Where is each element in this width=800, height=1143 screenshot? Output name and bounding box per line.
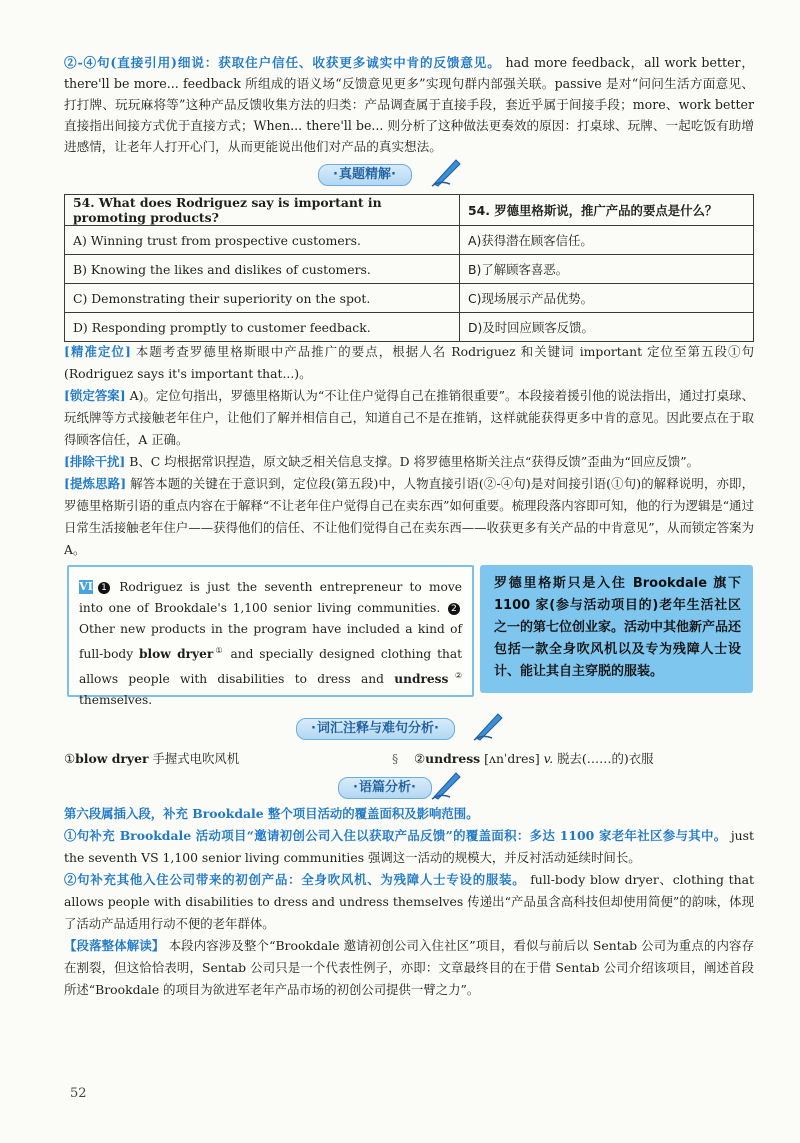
- vocab-def-2: 脱去(……的)衣服: [557, 751, 654, 766]
- option-c-en: C) Demonstrating their superiority on the spot.: [65, 284, 460, 313]
- footnote-1: ①: [213, 646, 225, 655]
- term-blow-dryer: blow dryer: [139, 647, 214, 662]
- vocab-item-1: [64, 748, 239, 770]
- pen-icon: [430, 156, 464, 188]
- table-row: [65, 313, 754, 342]
- discourse-s2: [64, 869, 754, 935]
- passage-sentence-1: Rodriguez is just the seventh entrepreneur to move into one of Brookdale's 1,100 senior living communities.: [79, 580, 462, 615]
- option-d-en: D) Responding promptly to customer feedback.: [65, 313, 460, 342]
- table-row: [65, 255, 754, 284]
- intro-head: ②-④句(直接引用)细说：获取住户信任、收获更多诚实中肯的反馈意见。: [64, 55, 501, 70]
- translation-box: [480, 565, 753, 693]
- discourse-s1-body: just the seventh VS 1,100 senior living communities 强调这一活动的规模大，并反衬活动延续时间长。: [64, 828, 754, 865]
- question-table: [64, 194, 754, 342]
- footnote-2: ②: [448, 671, 463, 681]
- passage-sentence-2a: Other new products in the program have included a kind of full-body: [79, 622, 462, 662]
- discourse-s2-body: full-body blow dryer、clothing that allows people with disabilities to dress and undress themselves 传递出“产品虽含高科技但却使用简便”的韵味，体现了活动产品适用行动不便的老年群体。: [64, 872, 754, 931]
- intro-paragraph: [64, 52, 754, 157]
- question-en: 54. What does Rodriguez say is important in promoting products?: [65, 195, 460, 226]
- translation-text: 罗德里格斯只是入住 Brookdale 旗下 1100 家(参与活动项目的)老年生活社区之一的第七位创业家。活动中其他新产品还包括一款全身吹风机以及专为残障人士设计、能让其自主穿脱的服装。: [494, 576, 742, 679]
- option-a-zh: A)获得潜在顾客信任。: [460, 226, 754, 255]
- locate-text: 本题考查罗德里格斯眼中产品推广的要点，根据人名 Rodriguez 和关键词 important 定位至第五段①句(Rodriguez says it's important that...)。: [64, 344, 754, 381]
- table-row: [65, 284, 754, 313]
- overall-tag: 【段落整体解读】: [64, 938, 165, 953]
- option-b-en: B) Knowing the likes and dislikes of customers.: [65, 255, 460, 284]
- discourse-overall: [64, 935, 754, 1001]
- vocab-def-1: 手握式电吹风机: [152, 751, 240, 766]
- analysis-block: [64, 341, 754, 561]
- refine-tag: [提炼思路]: [64, 476, 127, 491]
- passage-sentence-2c: themselves.: [79, 693, 153, 708]
- sentence-marker-1: 1: [98, 582, 110, 594]
- banner-yupian-label: 语篇分析: [358, 780, 411, 795]
- sentence-marker-2: 2: [448, 603, 460, 615]
- refine-paragraph: [64, 473, 754, 561]
- locate-tag: [精准定位]: [64, 344, 131, 359]
- passage-sentence-2b: and specially designed clothing that allows people with disabilities to dress and: [79, 647, 463, 687]
- exclude-text: B、C 均根据常识捏造，原文缺乏相关信息支撑。D 将罗德里格斯关注点“获得反馈”歪曲为“回应反馈”。: [129, 454, 700, 469]
- exclude-tag: [排除干扰]: [64, 454, 126, 469]
- discourse-summary: 第六段属插入段，补充 Brookdale 整个项目活动的覆盖面积及影响范围。: [64, 806, 479, 821]
- passage-box: [67, 565, 474, 708]
- banner-cihui-label: 词汇注释与难句分析: [316, 721, 434, 736]
- table-row: [65, 226, 754, 255]
- passage-text: [79, 577, 462, 711]
- term-undress: undress: [394, 672, 449, 687]
- option-d-zh: D)及时回应顾客反馈。: [460, 313, 754, 342]
- vocab-pron-2: [ʌnˈdres]: [484, 751, 540, 766]
- discourse-s2-head: ②句补充其他入住公司带来的初创产品：全身吹风机、为残障人士专设的服装。: [64, 872, 526, 887]
- question-zh: 54. 罗德里格斯说，推广产品的要点是什么？: [460, 195, 754, 226]
- overall-text: 本段内容涉及整个“Brookdale 邀请初创公司入住社区”项目，看似与前后以 Sentab 公司为重点的内容存在割裂，但这恰恰表明，Sentab 公司只是一个代表性例子，亦即：文章最终目的在于借 Sentab 公司介绍该项目，阐述首段所述“Brookdale 的项目为欲进军老年产品市场的初创公司提供一臂之力”。: [64, 938, 755, 997]
- discourse-s1-head: ①句补充 Brookdale 活动项目“邀请初创公司入住以获取产品反馈”的覆盖面积：多达 1100 家老年社区参与其中。: [64, 828, 727, 843]
- intro-body: had more feedback，all work better，there'll be more... feedback 所组成的语义场“反馈意见更多”实现句群内部强关联。passive 是对“问问生活方面意见、打打牌、玩玩麻将等”这种产品反馈收集方法的归类：产品调查属于直接手段，套近乎属于间接手段；more、work better 直接指出间接方式优于直接方式；When... there'll be... 则分析了这种做法更奏效的原因：打桌球、玩牌、一起吃饭有助增进感情，让老年人打开心门，从而更能说出他们对产品的真实想法。: [64, 55, 754, 154]
- page-number: 52: [70, 1086, 87, 1101]
- discourse-s1: [64, 825, 754, 869]
- vocab-number-2: ②: [414, 751, 426, 766]
- refine-text: 解答本题的关键在于意识到，定位段(第五段)中，人物直接引语(②-④句)是对间接引语(①句)的解释说明，亦即，罗德里格斯引语的重点内容在于解释“不让老年住户觉得自己在卖东西”如何重要。梳理段落内容即可知，他的行为逻辑是“通过日常生活接触老年住户——获得他们的信任、不让他们觉得自己在卖东西——收获更多有关产品的中肯意见”，从而锁定答案为 A。: [64, 476, 754, 557]
- lock-text: A)。定位句指出，罗德里格斯认为“不让住户觉得自己在推销很重要”。本段接着援引他的说法指出，通过打桌球、玩纸牌等方式接触老年住户，让他们了解并相信自己，知道自己不是在推销，这样就能获得更多中肯的意见。因此要点在于取得顾客信任，A 正确。: [64, 388, 754, 447]
- pen-icon: [430, 769, 464, 801]
- paragraph-number: VI: [79, 580, 93, 593]
- banner-zhenti-label: 真题精解: [338, 167, 391, 182]
- vocab-word-1: blow dryer: [75, 751, 149, 766]
- discourse-block: [64, 803, 754, 1001]
- lock-tag: [锁定答案]: [64, 388, 126, 403]
- pen-icon: [472, 710, 506, 742]
- vocab-number-1: ①: [64, 751, 76, 766]
- vocab-row: [64, 748, 754, 770]
- option-a-en: A) Winning trust from prospective customers.: [65, 226, 460, 255]
- section-divider-icon: §: [392, 751, 399, 766]
- exclude-paragraph: [64, 451, 754, 473]
- option-b-zh: B)了解顾客喜恶。: [460, 255, 754, 284]
- vocab-pos-2: v.: [543, 751, 554, 766]
- locate-paragraph: [64, 341, 754, 385]
- vocab-word-2: undress: [425, 751, 481, 766]
- vocab-item-2: [414, 748, 654, 770]
- lock-paragraph: [64, 385, 754, 451]
- option-c-zh: C)现场展示产品优势。: [460, 284, 754, 313]
- table-row: [65, 195, 754, 226]
